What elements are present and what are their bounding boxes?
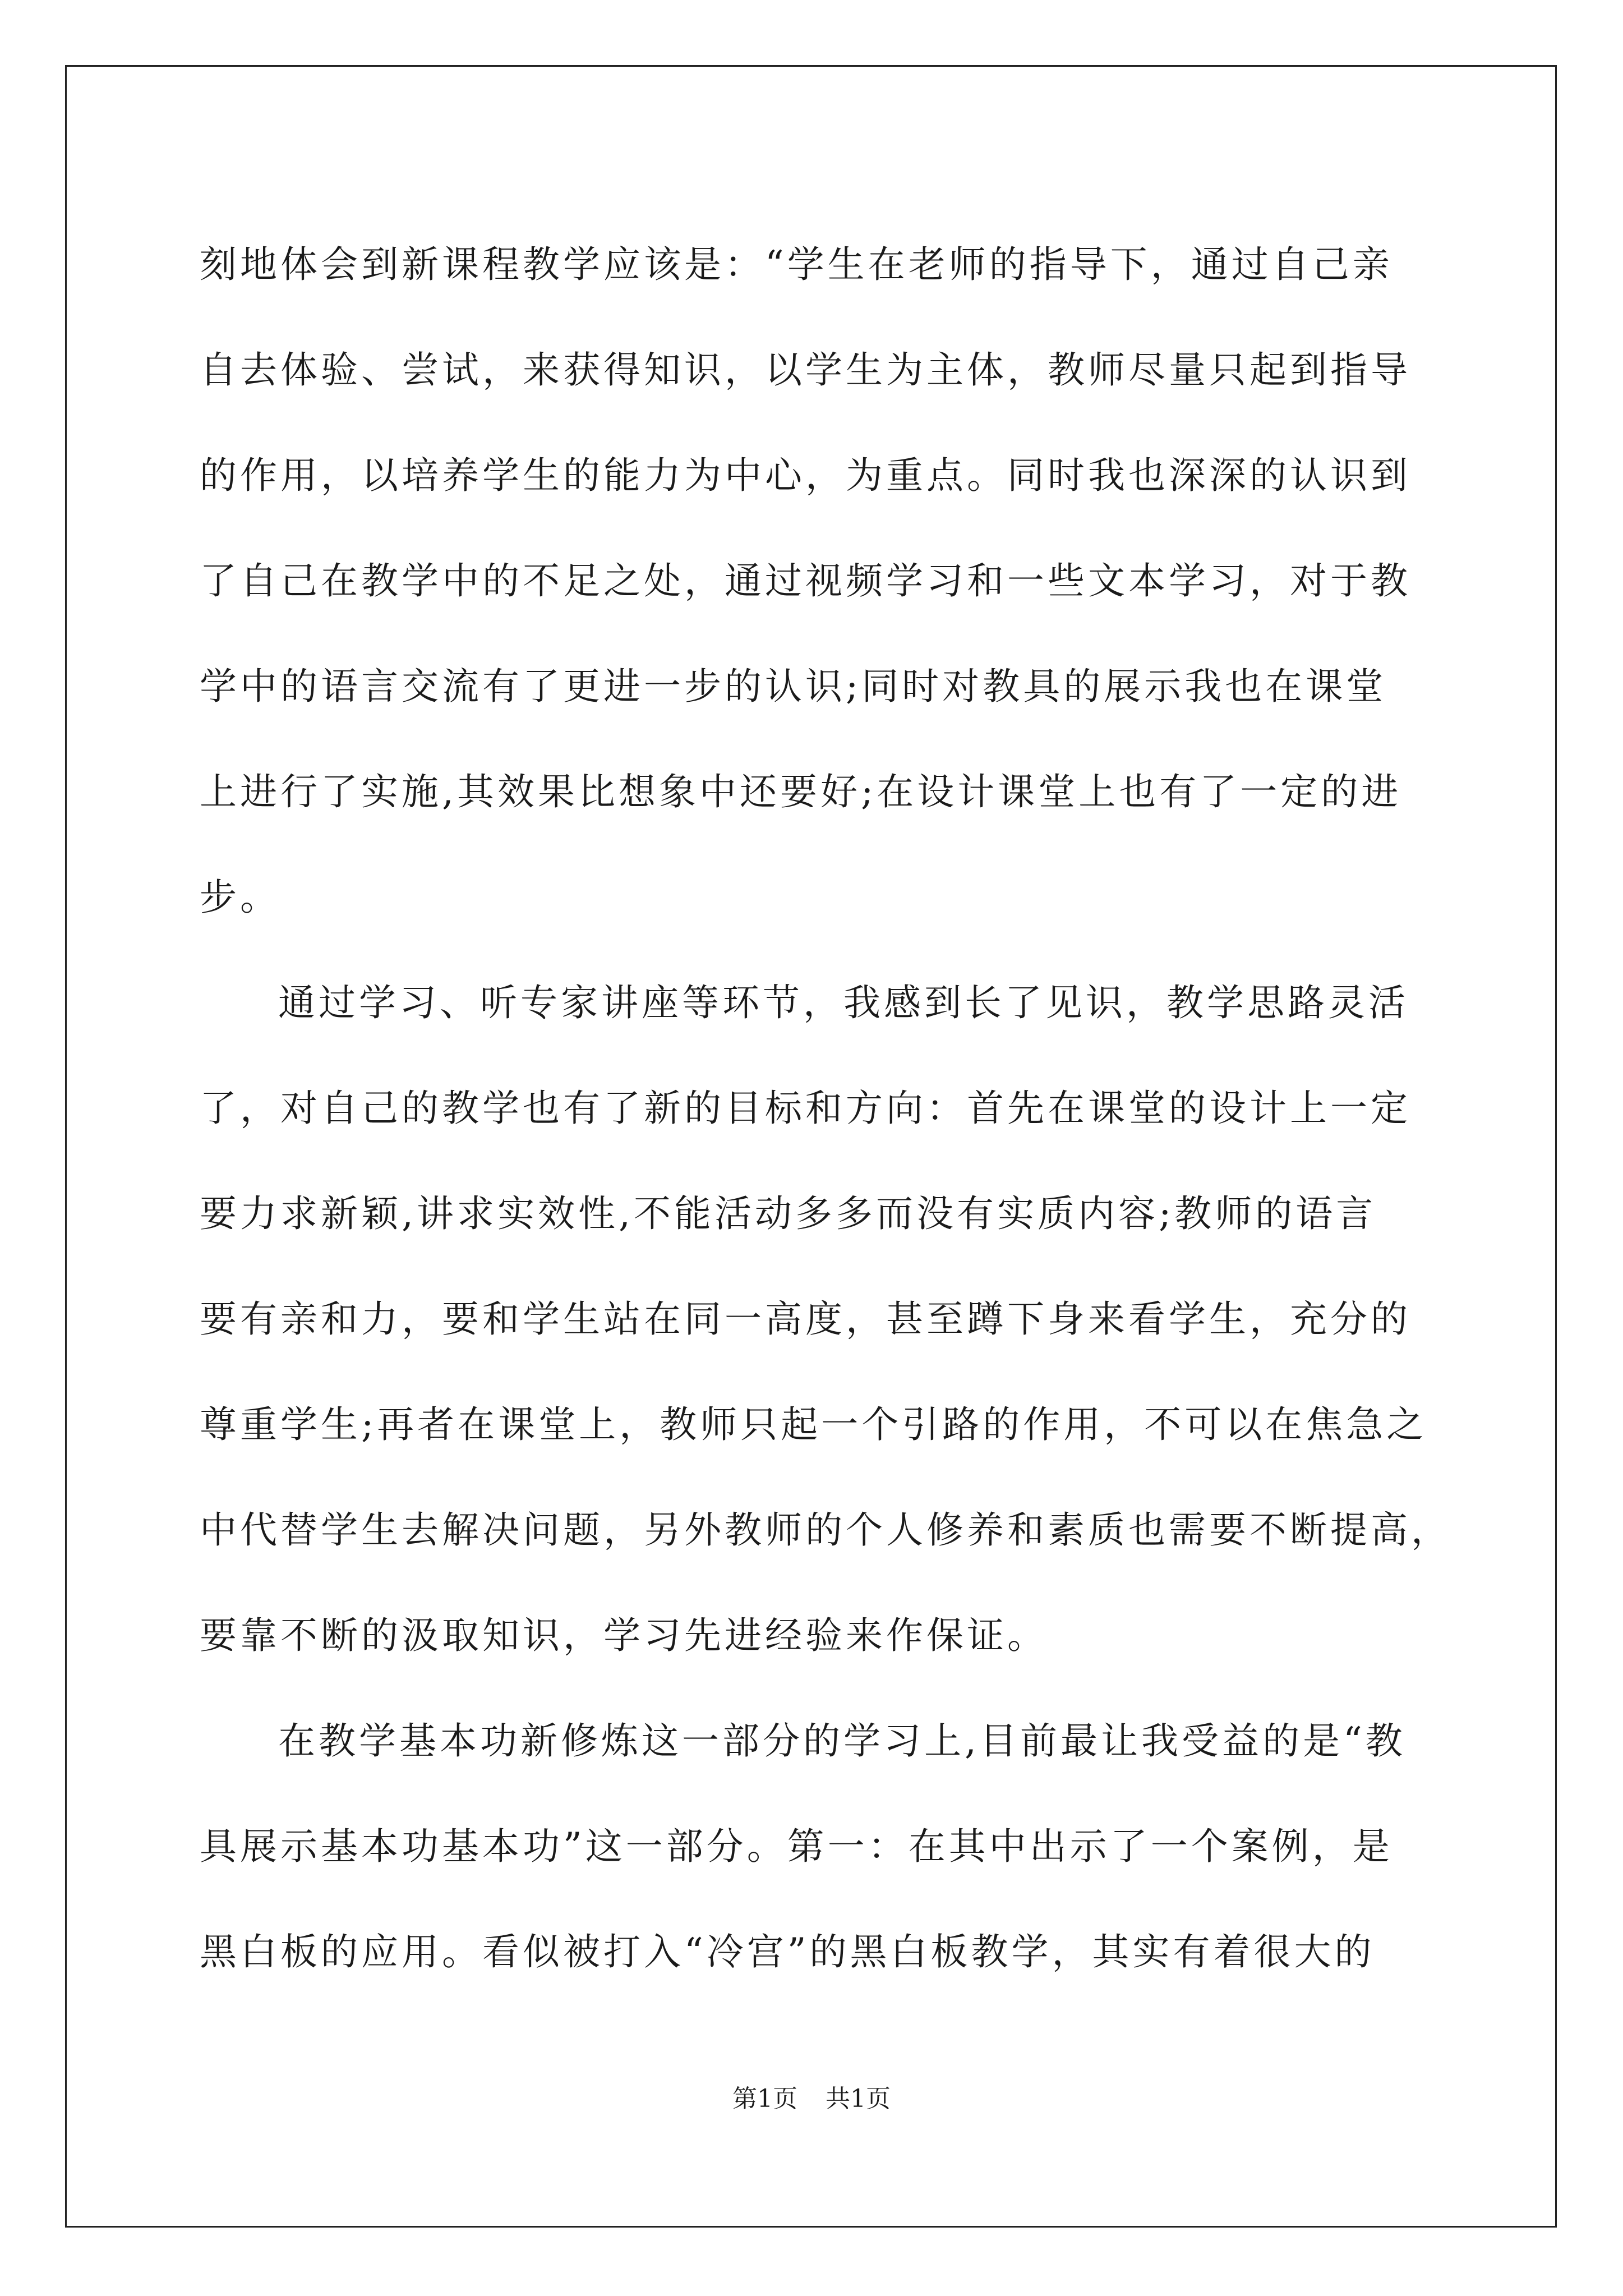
text-line-5: 学中的语言交流有了更进一步的认识;同时对教具的展示我也在课堂 <box>200 665 1387 708</box>
text-line-3: 的作用，以培养学生的能力为中心，为重点。同时我也深深的认识到 <box>200 454 1411 497</box>
page-number: 第1页 <box>732 2085 797 2113</box>
text-line-16: 具展示基本功基本功”这一部分。第一：在其中出示了一个案例，是 <box>200 1825 1393 1868</box>
text-line-2: 自去体验、尝试，来获得知识，以学生为主体，教师尽量只起到指导 <box>200 348 1411 392</box>
text-line-4: 了自己在教学中的不足之处，通过视频学习和一些文本学习，对于教 <box>200 559 1411 602</box>
text-line-11: 要有亲和力，要和学生站在同一高度，甚至蹲下身来看学生，充分的 <box>200 1297 1411 1341</box>
text-line-1: 刻地体会到新课程教学应该是：“学生在老师的指导下，通过自己亲 <box>200 243 1393 286</box>
text-line-13: 中代替学生去解决问题，另外教师的个人修养和素质也需要不断提高， <box>200 1508 1451 1552</box>
text-line-7: 步。 <box>200 876 280 919</box>
text-line-6: 上进行了实施,其效果比想象中还要好;在设计课堂上也有了一定的进 <box>200 770 1402 813</box>
text-line-15: 在教学基本功新修炼这一部分的学习上,目前最让我受益的是“教 <box>278 1719 1406 1763</box>
document-body <box>200 212 1470 2005</box>
text-line-12: 尊重学生;再者在课堂上，教师只起一个引路的作用，不可以在焦急之 <box>200 1403 1427 1446</box>
text-line-8: 通过学习、听专家讲座等环节，我感到长了见识，教学思路灵活 <box>278 981 1409 1024</box>
text-line-9: 了，对自己的教学也有了新的目标和方向：首先在课堂的设计上一定 <box>200 1087 1411 1130</box>
page-footer <box>0 2082 1623 2116</box>
page-total: 共1页 <box>826 2085 891 2113</box>
text-line-10: 要力求新颖,讲求实效性,不能活动多多而没有实质内容;教师的语言 <box>200 1192 1377 1235</box>
text-line-14: 要靠不断的汲取知识，学习先进经验来作保证。 <box>200 1614 1048 1657</box>
text-line-17: 黑白板的应用。看似被打入“冷宫”的黑白板教学，其实有着很大的 <box>200 1930 1375 1973</box>
